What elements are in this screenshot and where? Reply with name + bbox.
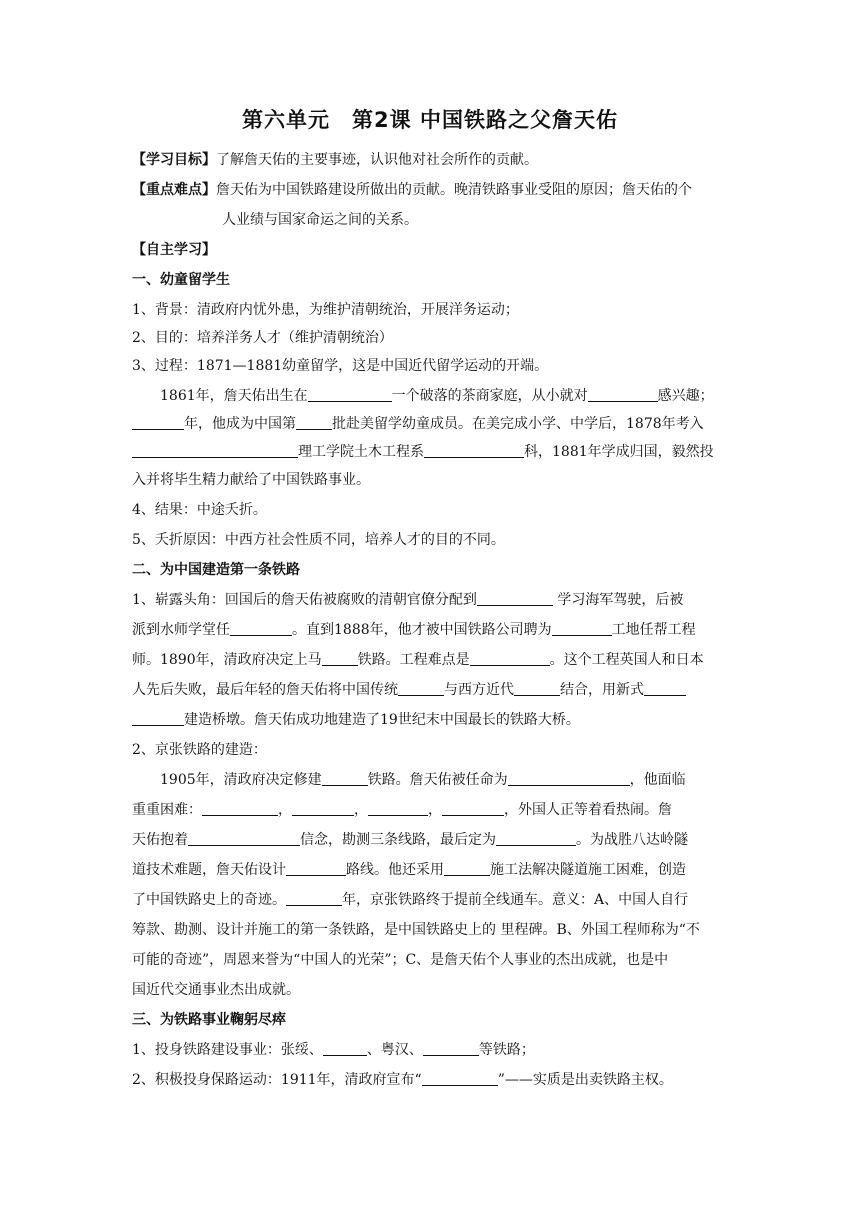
blank-24[interactable]: [286, 860, 346, 876]
sec2-item-2: 2、京张铁路的建造：: [132, 742, 267, 758]
objective-label: 【学习目标】: [132, 152, 216, 168]
blank-18[interactable]: [202, 800, 278, 816]
sec2-line-2: [132, 620, 732, 640]
blank-6[interactable]: [424, 442, 524, 458]
objective-line: [132, 150, 732, 170]
text-run: 感兴趣；: [657, 388, 714, 404]
text-run: 重重困难：: [132, 802, 202, 818]
text-run: 、粤汉、: [366, 1042, 423, 1058]
text-run: 1、投身铁路建设事业：张绥、: [132, 1042, 323, 1058]
text-run: 等铁路；: [478, 1042, 535, 1058]
blank-7[interactable]: [477, 590, 553, 606]
sec1-item-1: 1、背景：清政府内忧外患，为维护清朝统治，开展洋务运动；: [132, 302, 519, 318]
sec2-para-line-7: 可能的奇迹”，周恩来誉为“中国人的光荣”；C、是詹天佑个人事业的杰出成就，也是中: [132, 952, 669, 968]
text-run: 铁路。詹天佑被任命为: [367, 772, 508, 788]
text-run: ”——实质是出卖铁路主权。: [497, 1072, 673, 1088]
text-run: 信念，勘测三条线路，最后定为: [300, 832, 496, 848]
text-run: 人先后失败，最后年轻的詹天佑将中国传统: [132, 682, 398, 698]
sec2-para-line-4: [132, 860, 732, 880]
blank-11[interactable]: [470, 650, 550, 666]
key-points-label: 【重点难点】: [132, 182, 216, 198]
text-run: ，: [428, 802, 442, 818]
text-run: 。直到1888年，他才被中国铁路公司聘为: [292, 622, 552, 638]
sec2-line-3: [132, 650, 732, 670]
blank-15[interactable]: [132, 710, 184, 726]
text-run: 了中国铁路史上的奇迹。: [132, 892, 286, 908]
sec1-item-2: 2、目的：培养洋务人才（维护清朝统治）: [132, 330, 393, 346]
sec1-paragraph-line-1: [160, 386, 760, 406]
blank-10[interactable]: [322, 650, 358, 666]
blank-8[interactable]: [230, 620, 292, 636]
sec2-para-line-6: 筹款、勘测、设计并施工的第一条铁路，是中国铁路史上的 里程碑。B、外国工程师称为“不: [132, 922, 700, 938]
blank-20[interactable]: [368, 800, 428, 816]
text-run: 。这个工程英国人和日本: [549, 652, 704, 668]
text-run: 路线。他还采用: [346, 862, 444, 878]
text-run: 。为战胜八达岭隧: [576, 832, 688, 848]
sec2-line-1: [132, 590, 732, 610]
blank-12[interactable]: [398, 680, 444, 696]
text-run: 1861年，詹天佑出生在: [160, 388, 308, 404]
text-run: 结合，用新式: [560, 682, 644, 698]
text-run: 年，京张铁路终于提前全线通车。意义：A、中国人自行: [342, 892, 689, 908]
text-run: 建造桥墩。詹天佑成功地建造了19世纪末中国最长的铁路大桥。: [184, 712, 580, 728]
sec1-paragraph-line-2: [132, 414, 732, 434]
blank-27[interactable]: [323, 1040, 367, 1056]
section-2-heading: 二、为中国建造第一条铁路: [132, 562, 300, 578]
text-run: ，外国人正等着看热闹。詹: [504, 802, 672, 818]
page-title: 第六单元 第2课 中国铁路之父詹天佑: [242, 108, 618, 132]
text-run: 理工学院土木工程系: [298, 444, 424, 460]
sec2-line-5: [132, 710, 732, 730]
text-run: 2、积极投身保路运动：1911年，清政府宣布“: [132, 1072, 422, 1088]
sec2-line-4: [132, 680, 732, 700]
text-run: ，: [278, 802, 292, 818]
sec2-para-line-1: [160, 770, 760, 790]
section-3-heading: 三、为铁路事业鞠躬尽瘁: [132, 1012, 286, 1028]
text-run: 工地任帮工程: [611, 622, 696, 638]
text-run: 年，他成为中国第: [184, 416, 296, 432]
text-run: 师。1890年，清政府决定上马: [132, 652, 322, 668]
blank-19[interactable]: [292, 800, 354, 816]
text-run: 天佑抱着: [132, 832, 188, 848]
self-study-label: 【自主学习】: [132, 242, 216, 258]
text-run: 1、崭露头角：回国后的詹天佑被腐败的清朝官僚分配到: [132, 592, 477, 608]
text-run: 与西方近代: [444, 682, 514, 698]
sec3-line-2: [132, 1070, 732, 1090]
sec2-para-line-3: [132, 830, 732, 850]
sec1-item-5: 5、夭折原因：中西方社会性质不同，培养人才的目的不同。: [132, 532, 505, 548]
text-run: 派到水师学堂任: [132, 622, 230, 638]
sec1-item-4: 4、结果：中途夭折。: [132, 502, 267, 518]
blank-16[interactable]: [322, 770, 368, 786]
blank-26[interactable]: [286, 890, 342, 906]
blank-29[interactable]: [422, 1070, 498, 1086]
blank-25[interactable]: [444, 860, 490, 876]
section-1-heading: 一、幼童留学生: [132, 272, 230, 288]
text-run: 施工法解决隧道施工困难，创造: [490, 862, 686, 878]
text-run: ，他面临: [629, 772, 686, 788]
blank-22[interactable]: [188, 830, 300, 846]
blank-2[interactable]: [588, 386, 658, 402]
blank-21[interactable]: [442, 800, 504, 816]
blank-5[interactable]: [132, 442, 298, 458]
sec3-line-1: [132, 1040, 732, 1060]
blank-9[interactable]: [552, 620, 612, 636]
key-points-line-2: 人业绩与国家命运之间的关系。: [222, 212, 418, 228]
sec1-item-3: 3、过程：1871—1881幼童留学，这是中国近代留学运动的开端。: [132, 358, 549, 374]
key-points-text: 詹天佑为中国铁路建设所做出的贡献。晚清铁路事业受阻的原因；詹天佑的个: [216, 182, 692, 198]
sec2-para-line-5: [132, 890, 732, 910]
text-run: 科，1881年学成归国，毅然投: [524, 444, 714, 460]
text-run: ，: [354, 802, 368, 818]
text-run: 1905年，清政府决定修建: [160, 772, 322, 788]
sec1-paragraph-line-3: [132, 442, 732, 462]
blank-17[interactable]: [508, 770, 630, 786]
blank-4[interactable]: [296, 414, 332, 430]
blank-23[interactable]: [496, 830, 576, 846]
text-run: 一个破落的茶商家庭，从小就对: [391, 388, 588, 404]
sec1-paragraph-line-4: 入并将毕生精力献给了中国铁路事业。: [132, 472, 370, 488]
blank-28[interactable]: [423, 1040, 479, 1056]
sec2-para-line-8: 国近代交通事业杰出成就。: [132, 982, 300, 998]
sec2-para-line-2: [132, 800, 732, 820]
blank-13[interactable]: [514, 680, 560, 696]
blank-3[interactable]: [132, 414, 184, 430]
text-run: 铁路。工程难点是: [357, 652, 470, 668]
text-run: 批赴美留学幼童成员。在美完成小学、中学后，1878年考入: [332, 416, 704, 432]
objective-text: 了解詹天佑的主要事迹，认识他对社会所作的贡献。: [216, 152, 538, 168]
blank-14[interactable]: [644, 680, 686, 696]
key-points-line: [132, 180, 732, 200]
blank-1[interactable]: [308, 386, 392, 402]
text-run: 道技术难题，詹天佑设计: [132, 862, 286, 878]
text-run: 学习海军驾驶，后被: [552, 592, 684, 608]
